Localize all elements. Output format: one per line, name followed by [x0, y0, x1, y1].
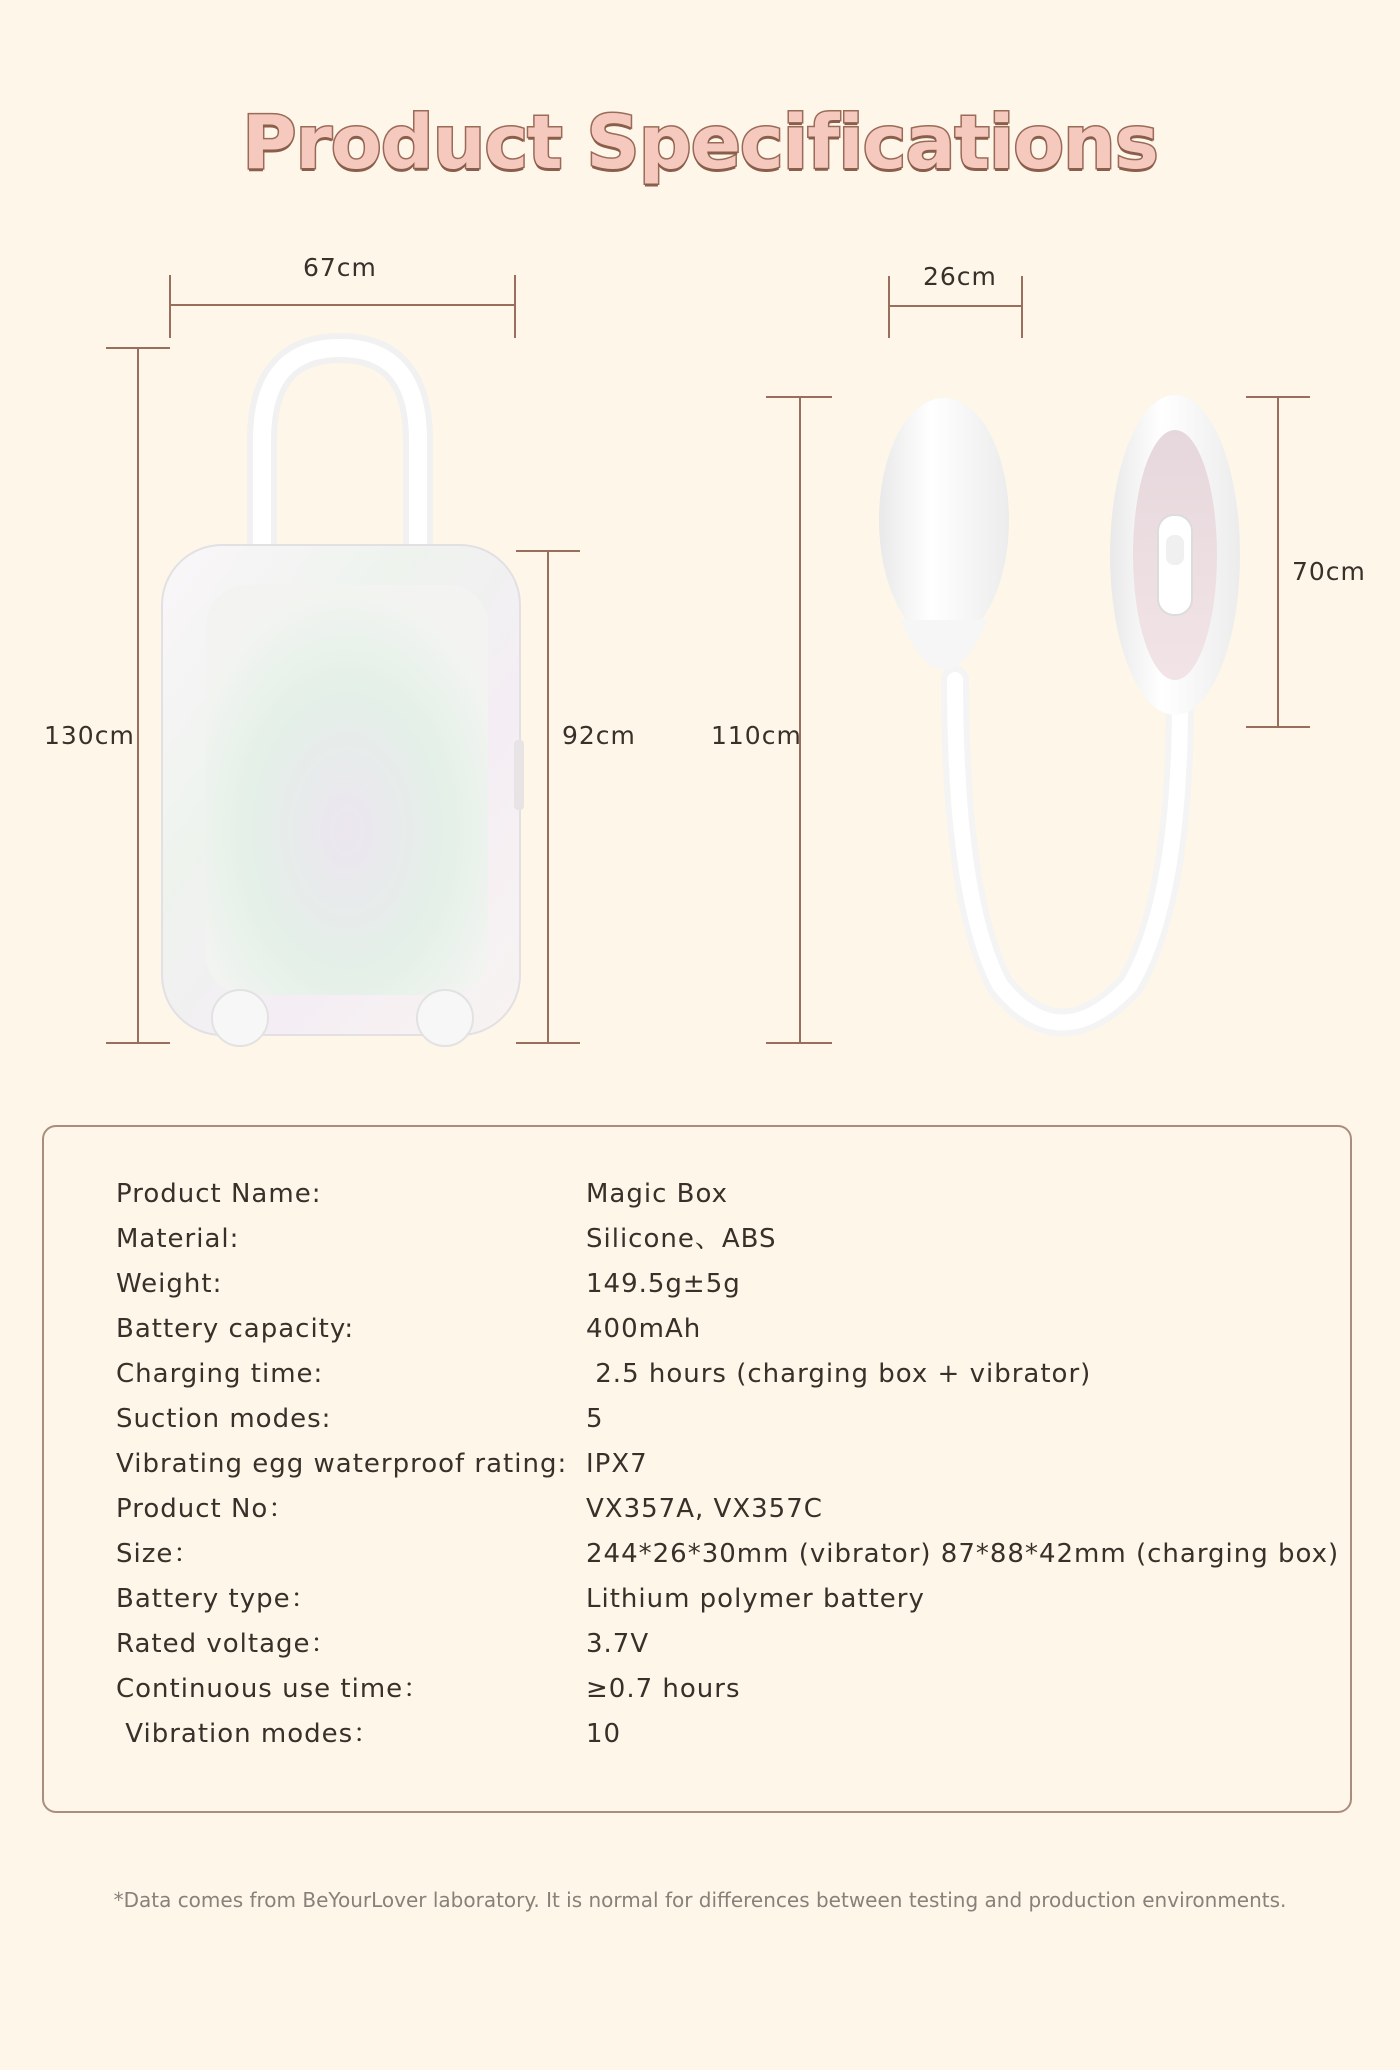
vibrator-dimension-lines	[766, 276, 1310, 1043]
vibrator-width-label: 26cm	[923, 262, 997, 291]
spec-value: VX357A, VX357C	[586, 1494, 823, 1524]
spec-row	[116, 1622, 650, 1667]
spec-label: Suction modes:	[116, 1404, 332, 1434]
spec-row	[116, 1712, 622, 1757]
spec-value: ≥0.7 hours	[586, 1674, 741, 1704]
spec-value: Lithium polymer battery	[586, 1584, 925, 1614]
spec-row	[116, 1532, 1340, 1577]
charging-box-image	[162, 348, 524, 1046]
footnote: *Data comes from BeYourLover laboratory. It is normal for differences between testing and production environments.	[113, 1888, 1287, 1912]
page-title: Product Specifications	[242, 100, 1158, 186]
spec-value: IPX7	[586, 1449, 648, 1479]
spec-row	[116, 1442, 648, 1487]
box-width-label: 67cm	[303, 253, 377, 282]
spec-value: 400mAh	[586, 1314, 702, 1344]
spec-label: Continuous use time：	[116, 1674, 431, 1704]
spec-row	[116, 1577, 925, 1622]
vibrator-head-label: 70cm	[1292, 557, 1366, 586]
spec-label: Vibrating egg waterproof rating:	[116, 1449, 568, 1479]
spec-label: Rated voltage：	[116, 1629, 338, 1659]
spec-value: 5	[586, 1404, 604, 1434]
spec-row	[116, 1397, 604, 1442]
spec-row	[116, 1307, 702, 1352]
spec-value: Silicone、ABS	[586, 1224, 777, 1254]
spec-value: Magic Box	[586, 1179, 728, 1209]
vibrator-length-label: 110cm	[711, 721, 802, 750]
vibrator-image	[879, 395, 1240, 1023]
spec-row	[116, 1262, 741, 1307]
spec-value: 244*26*30mm (vibrator) 87*88*42mm (charging box)	[586, 1539, 1340, 1569]
spec-label: Battery capacity:	[116, 1314, 355, 1344]
spec-row	[116, 1667, 741, 1712]
spec-label: Battery type：	[116, 1584, 318, 1614]
spec-value: 2.5 hours (charging box + vibrator)	[586, 1359, 1092, 1389]
spec-label: Product No：	[116, 1494, 296, 1524]
spec-value: 10	[586, 1719, 622, 1749]
spec-label: Vibration modes：	[116, 1719, 381, 1749]
spec-row	[116, 1172, 728, 1217]
spec-row	[116, 1487, 823, 1532]
spec-label: Charging time:	[116, 1359, 324, 1389]
box-height-label: 130cm	[44, 721, 135, 750]
spec-table	[42, 1125, 1352, 1813]
spec-row	[116, 1352, 1092, 1397]
box-body-height-label: 92cm	[562, 721, 636, 750]
spec-label: Product Name:	[116, 1179, 322, 1209]
spec-value: 3.7V	[586, 1629, 650, 1659]
spec-label: Weight:	[116, 1269, 223, 1299]
spec-label: Material:	[116, 1224, 240, 1254]
spec-label: Size：	[116, 1539, 201, 1569]
spec-value: 149.5g±5g	[586, 1269, 741, 1299]
spec-row	[116, 1217, 777, 1262]
